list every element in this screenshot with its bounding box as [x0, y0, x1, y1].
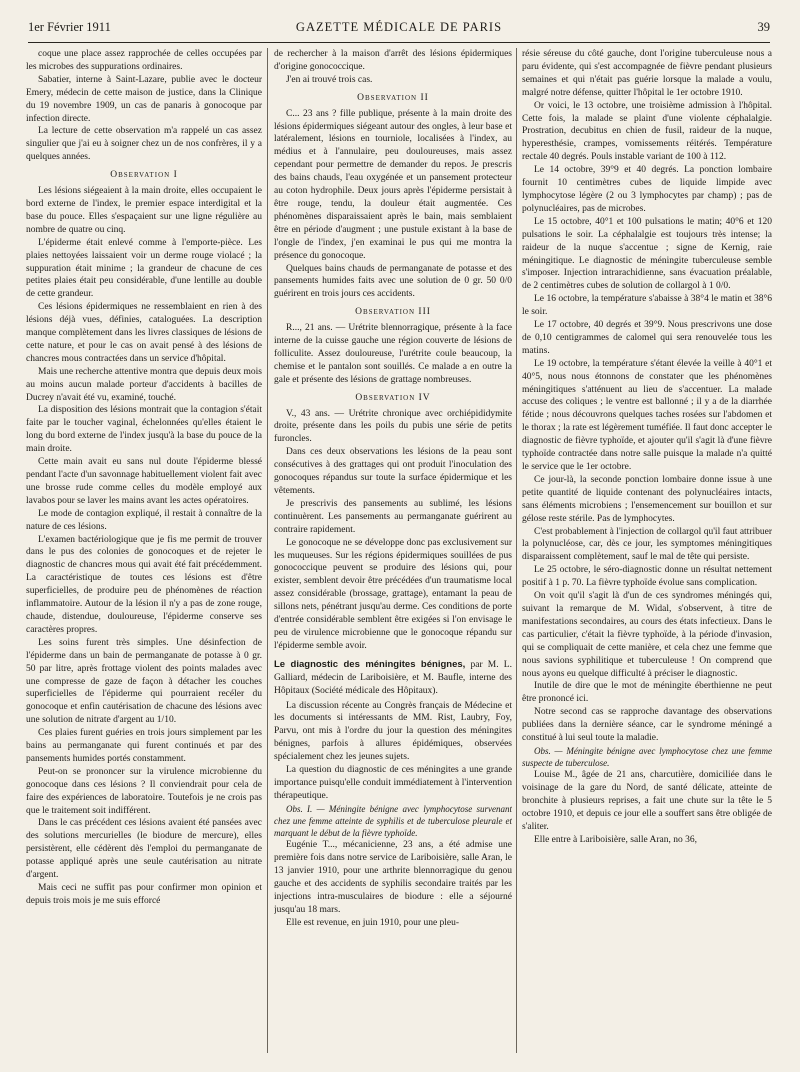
paragraph: C... 23 ans ? fille publique, présente à la main droite des lésions épidermiques siégeant autour des ongles, à leur base et latéralement, lésions en tourniole, localisées à l'index, au médius et à l'annulaire, peu douloureuses, mais assez cependant pour permettre de demander du repos. Je prescris des bains chauds, l'eau oxygénée et un pansement protecteur au coton hydrophile. Deux jours après l'épiderme persistait à être rouge, tendu, la douleur était augmentée. Ces phénomènes disparaissaient après le bain, mais semblaient être en période d'augment ; une pustule existant à la base de l'ongle de l'index, j'en examinai le pus qui me montra la présence du gonocoque.: [274, 108, 512, 261]
paragraph: La discussion récente au Congrès français de Médecine et les documents si intéressants de MM. Rist, Laubry, Foy, Parvu, ont mis à l'ordre du jour la question des méningites bénignes, parfois à allures épidémiques, observées spécialement chez les jeunes sujets.: [274, 700, 512, 763]
paragraph: La lecture de cette observation m'a rappelé un cas assez singulier que j'ai eu à soigner chez un de nos confrères, il y a quelques années.: [26, 126, 262, 163]
paragraph: Je prescrivis des pansements au sublimé, les lésions continuèrent. Les pansements au permanganate guérirent au contraire rapidement.: [274, 498, 512, 535]
paragraph: Le 19 octobre, la température s'étant élevée la veille à 40°1 et 40°5, nous nous étonnons de constater que les phénomènes méningitiques s'atténuent au lieu de s'accentuer. La malade accuse des coliques ; le ventre est ballonné ; il y a de la diarrhée fétide ; nous découvrons quelques taches rosées sur l'abdomen et le thorax ; la rate est légèrement tuméfiée. Il faut donc accepter le diagnostic de fièvre typhoïde, et ajouter qu'il s'agit là d'une fièvre typhoïde contractée dans notre salle puisque la malade n'a quitté le service que le 1er octobre.: [522, 358, 772, 472]
paragraph: Mais une recherche attentive montra que depuis deux mois au moins aucun malade porteur d'accidents à bacilles de Ducrey n'avait été vu, examiné, touché.: [26, 366, 262, 403]
column-right: [522, 48, 772, 1058]
observation-heading: Observation I: [110, 170, 178, 181]
observation-heading: Observation IV: [355, 392, 431, 403]
paragraph: Eugénie T..., mécanicienne, 23 ans, a été admise une première fois dans notre service de Lariboisière, salle Aran, le 13 janvier 1910, pour une arthrite blennorragique du genou gauche et des accidents de syphilis secondaire traités par les injections intra-musculaires de biodure : elle a séjourné jusqu'au 18 mars.: [274, 840, 512, 915]
column-divider: [516, 48, 517, 1053]
paragraph: Le 17 octobre, 40 degrés et 39°9. Nous prescrivons une dose de 0,10 centigrammes de calomel qui sera renouvelée tous les matins.: [522, 320, 772, 356]
paragraph: Ce jour-là, la seconde ponction lombaire donne issue à une petite quantité de liquide contenant des polynucléaires intacts, sans éléments microbiens ; l'ensemencement sur bouillon et sur gélose reste stérile. Pas de lymphocytes.: [522, 474, 772, 524]
paragraph: Peut-on se prononcer sur la virulence microbienne du gonocoque dans ces lésions ? Il conviendrait pour cela de faire des expériences de laboratoire. Toutefois je ne crois pas que le traitement soit indifférent.: [26, 766, 262, 816]
section-title: Le diagnostic des méningites bénignes,: [274, 658, 466, 670]
paragraph: Ces plaies furent guéries en trois jours simplement par les bains au permanganate qui furent continués et par des pansements humides portés constamment.: [26, 728, 262, 764]
paragraph: Le gonocoque ne se développe donc pas exclusivement sur les muqueuses. Sur les régions épidermiques souillées de pus gonococcique peuvent se produire des lésions qui, pour exister, semblent devoir être précédées d'un traumatisme local assez considérable (brossage, grattage), entamant la peau de sillons nets, pénétrant jusqu'au derme. Ces conditions de porte d'entrée considérable semblent être exigées si l'on envisage le peu de virulence microbienne que le gonocoque répandu sur l'épiderme semble avoir.: [274, 537, 512, 651]
paragraph: C'est probablement à l'injection de collargol qu'il faut attribuer la polynucléose, car, dès ce jour, les symptomes méningitiques disparaissent complètement, sauf le mal de tête qui persiste.: [522, 526, 772, 563]
paragraph: Or voici, le 13 octobre, une troisième admission à l'hôpital. Cette fois, la malade se plaint d'une violente céphalalgie. Prostration, decubitus en chien de fusil, raideur de la nuque, hyperesthésie, crampes, vomissements réitérés. Température rectale 40 degrés. Pouls instable variant de 100 à 112.: [522, 100, 772, 163]
paragraph: Sabatier, interne à Saint-Lazare, publie avec le docteur Emery, médecin de cette maison de justice, dans la Clinique du 19 novembre 1909, un cas de panaris à gonocoque par infection directe.: [26, 74, 262, 124]
journal-title: GAZETTE MÉDICALE DE PARIS: [295, 20, 503, 34]
section-header: [274, 659, 512, 698]
paragraph: L'examen bactériologique que je fis me permit de trouver dans le pus des colonies de gonocoques et de rejeter le diagnostic de chancres mous qui avait été fait précédemment. La caractéristique de toutes ces lésions est d'être superficielles, de produire peu de phénomènes de réaction inflammatoire. Autour de la lésion il n'y a pas de zone rouge, chaude, distendue, douloureuse, l'épiderme conserve ses caractères propres.: [26, 534, 262, 635]
paragraph: Quelques bains chauds de permanganate de potasse et des pansements humides faits avec une solution de 0 gr. 50 0/0 guérirent en trois jours ces accidents.: [274, 263, 512, 300]
paragraph: La disposition des lésions montrait que la contagion s'était faite par le toucher vaginal, échelonnées qu'elles étaient le long du bord externe de l'index jusqu'à la base du pouce de la main droite.: [26, 405, 262, 455]
section-byline: par M. L. Galliard, médecin de Lariboisière, et M. Baufle, interne des Hôpitaux (Société médicale des Hôpitaux).: [274, 659, 512, 696]
paragraph: Ces lésions épidermiques ne ressemblaient en rien à des lésions déjà vues, définies, cataloguées. La description manque complètement dans les livres classiques de lésions de cette nature, et pour le cas on avait pensé à des lésions de chancres mous contractées dans un service d'hôpital.: [26, 302, 262, 364]
page-header: [28, 18, 770, 43]
paragraph: Le 15 octobre, 40°1 et 100 pulsations le matin; 40°6 et 120 pulsations le soir. La céphalalgie est toujours très intense; la raideur de la nuque s'accentue ; signe de Kernig, raie méningitique. Le diagnostic de méningite tuberculeuse semble s'imposer. Injection intrarachidienne, sans évacuation préalable, de 2 centimètres cubes de solution de collargol à 1 0/0.: [522, 216, 772, 292]
paragraph: J'en ai trouvé trois cas.: [286, 74, 373, 85]
paragraph: Le mode de contagion expliqué, il restait à connaître de la nature de ces lésions.: [26, 508, 262, 532]
paragraph: résie séreuse du côté gauche, dont l'origine tuberculeuse nous a paru évidente, qui s'est accompagnée de fièvre pendant plusieurs semaines et qui n'était pas guérie lorsque la malade a voulu, malgré notre défense, quitter l'hôpital le 1er octobre 1910.: [522, 49, 772, 98]
paragraph: Le 25 octobre, le séro-diagnostic donne un résultat nettement positif à 1 p. 70. La fièvre typhoïde évolue sans complication.: [522, 565, 772, 589]
column-middle: [274, 48, 512, 1058]
paragraph: Dans le cas précédent ces lésions avaient été pansées avec des solutions mercurielles (le biodure de mercure), elles persistèrent, elle cédèrent dès l'emploi du permanganate de potasse appliqué après une seule cautérisation au nitrate d'argent.: [26, 818, 262, 881]
paragraph: Elle est revenue, en juin 1910, pour une pleu-: [286, 917, 460, 928]
paragraph: L'épiderme était enlevé comme à l'emporte-pièce. Les plaies nettoyées laissaient voir un derme rouge violacé ; la suppuration était minime ; la grandeur de chacune de ces petites plaies était peu considérable, d'une lentille au double de cette grandeur.: [26, 237, 262, 300]
paragraph: Les soins furent très simples. Une désinfection de l'épiderme dans un bain de permanganate de potasse à 0 gr. 50 par litre, après frottage violent des points malades avec une compresse de gaze de façon à détacher les couches superficielles de l'épiderme qui pourraient recéler du gonocoque et enfin cautérisation de chacune des lésions avec une solution de nitrate d'argent au 1/10.: [26, 637, 262, 726]
column-divider: [267, 48, 268, 1053]
paragraph: Dans ces deux observations les lésions de la peau sont consécutives à des grattages qui ont produit l'inoculation des gonocoques répandus sur toute la surface épidermique et les vêtements.: [274, 447, 512, 496]
paragraph: V., 43 ans. — Urétrite chronique avec orchiépididymite droite, présente dans les poils du pubis une série de petits furoncles.: [274, 408, 512, 445]
paragraph: de rechercher à la maison d'arrêt des lésions épidermiques d'origine gonococcique.: [274, 49, 512, 72]
paragraph: R..., 21 ans. — Urétrite blennorragique, présente à la face interne de la cuisse gauche une région couverte de lésions de folliculite. Assez douloureuse, l'urétrite coule beaucoup, la chemise et le pantalon sont souillés. Ce malade a en outre la gale et présente des lésions de grattage nombreuses.: [274, 323, 512, 385]
paragraph: Louise M., âgée de 21 ans, charcutière, domiciliée dans le voisinage de la gare du Nord, de santé délicate, atteinte de bronchite à plusieurs reprises, a fait une chute sur la tête le 5 octobre 1910, et depuis ce jour elle a souffert sans être obligée de s'aliter.: [522, 770, 772, 833]
paragraph: La question du diagnostic de ces méningites a une grande importance puisqu'elle conduit immédiatement à l'intervention thérapeutique.: [274, 765, 512, 801]
paragraph: On voit qu'il s'agit là d'un de ces syndromes méningés qui, suivant la remarque de M. Widal, s'observent, à titre de manifestations secondaires, au cours des états infectieux. Dans le cas particulier, c'était la fièvre typhoïde, à la période d'invasion, qui se compliquait de cette manière, et cela chez une femme que nous savions syphilitique et tuberculeuse ! On comprend que nous ayons eu quelque difficulté à préciser le diagnostic.: [522, 591, 772, 679]
paragraph: coque une place assez rapprochée de celles occupées par les microbes des suppurations ordinaires.: [26, 49, 262, 72]
column-left: [26, 48, 262, 1058]
paragraph: Obs. I. — Méningite bénigne avec lymphocytose survenant chez une femme atteinte de syphilis et de tuberculose pleurale et marquant le début de la fièvre typhoïde.: [274, 803, 512, 839]
observation-heading: Observation II: [357, 92, 429, 103]
paragraph: Le 16 octobre, la température s'abaisse à 38°4 le matin et 38°6 le soir.: [522, 294, 772, 318]
paragraph: Notre second cas se rapproche davantage des observations publiées dans la dernière séance, car le syndrome méningé a constitué à lui seul toute la maladie.: [522, 707, 772, 744]
issue-date: 1er Février 1911: [28, 20, 111, 34]
paragraph: Mais ceci ne suffit pas pour confirmer mon opinion et depuis trois mois je me suis efforcé: [26, 883, 262, 906]
paragraph: Les lésions siégeaient à la main droite, elles occupaient le bord externe de l'index, le premier espace interdigital et la base du pouce. Elles s'espaçaient sur une ligne régulière au nombre de quatre ou cinq.: [26, 186, 262, 235]
paragraph: Elle entre à Lariboisière, salle Aran, no 36,: [534, 834, 698, 845]
paragraph: Le 14 octobre, 39°9 et 40 degrés. La ponction lombaire fournit 10 centimètres cubes de liquide limpide avec lymphocytose légère (2 ou 3 lymphocytes par champ) ; pas de polynucléaires, pas de microbes.: [522, 165, 772, 214]
paragraph: Obs. — Méningite bénigne avec lymphocytose chez une femme suspecte de tuberculose.: [522, 745, 772, 769]
observation-heading: Observation III: [355, 307, 431, 318]
paragraph: Cette main avait eu sans nul doute l'épiderme blessé pendant l'acte d'un savonnage habituellement violent fait avec une brosse rude comme celles du modèle employé aux lavabos pour se laver les mains avant les actes opératoires.: [26, 457, 262, 506]
page-number: 39: [757, 20, 770, 34]
paragraph: Inutile de dire que le mot de méningite éberthienne ne peut être prononcé ici.: [522, 681, 772, 705]
